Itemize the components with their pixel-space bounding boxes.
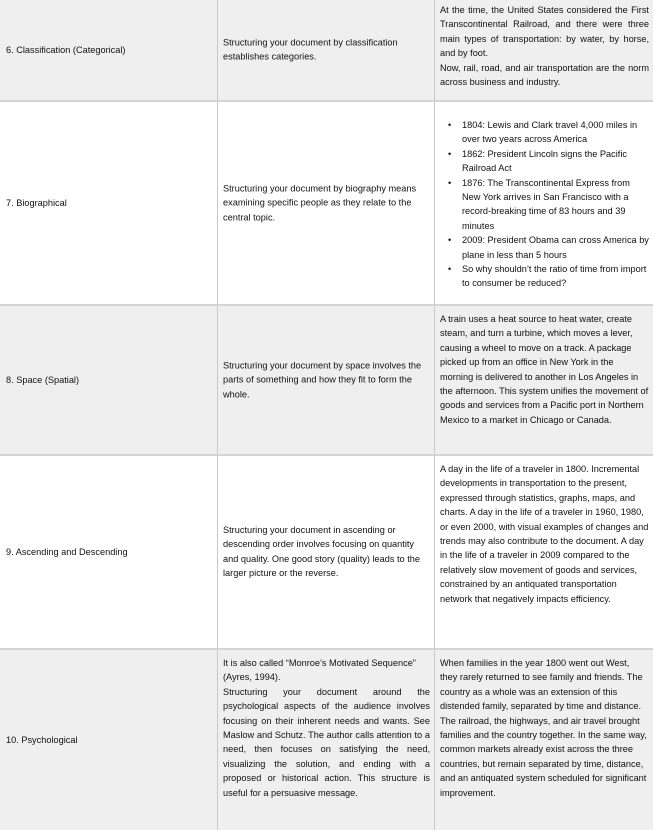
- pattern-example-cell: [435, 0, 653, 100]
- pattern-description-cell: [218, 306, 435, 454]
- list-item: • 1862: President Lincoln signs the Pacific Railroad Act: [440, 147, 649, 176]
- pattern-label: 7. Biographical: [6, 197, 67, 208]
- pattern-description: Structuring your document in ascending or descending order involves focusing on quantity and quality. One good story (quality) leads to the larger picture or the reverse.: [223, 525, 420, 579]
- pattern-description-cell: [218, 456, 435, 648]
- pattern-example-cell: [435, 456, 653, 648]
- pattern-example-cell: [435, 102, 653, 304]
- pattern-label-cell: [0, 306, 218, 454]
- example-paragraph: When families in the year 1800 went out West, they rarely returned to see family and friends. The country as a whole was an extension of this distended family, separated by time and distance. The railroad, the highways, and air travel brought families and the country together. In the same way, common markets already exist across the three countries, but remain separated by time, distance, and an antiquated system scheduled for significant improvement.: [440, 658, 647, 798]
- list-item: • 1804: Lewis and Clark travel 4,000 miles in over two years across America: [440, 118, 649, 147]
- pattern-label-cell: [0, 456, 218, 648]
- timeline-list: [440, 118, 649, 291]
- pattern-example-cell: [435, 306, 653, 454]
- pattern-label-cell: [0, 102, 218, 304]
- table-row: [0, 456, 653, 648]
- pattern-label: 10. Psychological: [6, 734, 78, 745]
- table-row: [0, 0, 653, 100]
- table-row: [0, 650, 653, 830]
- list-item: • 2009: President Obama can cross America by plane in less than 5 hours: [440, 233, 649, 262]
- description-paragraph: Structuring your document around the psychological aspects of the audience involves focusing on their inherent needs and wants. See Maslow and Schutz. The author calls attention to a need, then focuses on satisfying the need, visualizing the solution, and ending with a proposed or historical action. This structure is useful for a persuasive message.: [223, 686, 430, 798]
- pattern-label-cell: [0, 0, 218, 100]
- example-paragraph: Now, rail, road, and air transportation are the norm across business and industry.: [440, 62, 649, 88]
- list-item: • 1876: The Transcontinental Express from New York arrives in San Francisco with a record-breaking time of 83 hours and 39 minutes: [440, 176, 649, 234]
- pattern-description-cell: [218, 0, 435, 100]
- example-paragraph: A train uses a heat source to heat water, create steam, and turn a turbine, which moves a lever, causing a wheel to move on a track. A package picked up from an office in New York in the morning is delivered to another in Los Angeles in the afternoon. This system unifies the movement of goods and services from a Pacific port in Northern Mexico to a market in Chicago or Canada.: [440, 314, 649, 425]
- table-row: [0, 102, 653, 304]
- pattern-label: 6. Classification (Categorical): [6, 44, 126, 55]
- pattern-label-cell: [0, 650, 218, 830]
- pattern-description-cell: [218, 102, 435, 304]
- pattern-label: 9. Ascending and Descending: [6, 546, 128, 557]
- table-row: [0, 306, 653, 454]
- pattern-example-cell: [435, 650, 653, 830]
- pattern-description: Structuring your document by space involves the parts of something and how they fit to form the whole.: [223, 360, 422, 400]
- example-paragraph: At the time, the United States considered the First Transcontinental Railroad, and there were three main types of transportation: by water, by horse, and by foot.: [440, 5, 649, 59]
- pattern-label: 8. Space (Spatial): [6, 374, 80, 385]
- pattern-description-cell: [218, 650, 435, 830]
- example-paragraph: A day in the life of a traveler in 1800. Incremental developments in transportation to the present, expressed through statistics, graphs, maps, and charts. A day in the life of a traveler in 1960, 1980, or even 2000, with visual examples of changes and trends may also contribute to the document. A day in the life of a traveler in 2009 compared to the relatively slow movement of goods and services, constrained by an antiquated transportation network that negatively impacts efficiency.: [440, 464, 649, 604]
- list-item: • So why shouldn’t the ratio of time from import to consumer be reduced?: [440, 262, 649, 291]
- pattern-description: Structuring your document by classification establishes categories.: [223, 37, 398, 62]
- pattern-description: Structuring your document by biography means examining specific people as they relate to the central topic.: [223, 183, 417, 223]
- description-paragraph: It is also called “Monroe’s Motivated Sequence” (Ayres, 1994).: [223, 658, 416, 683]
